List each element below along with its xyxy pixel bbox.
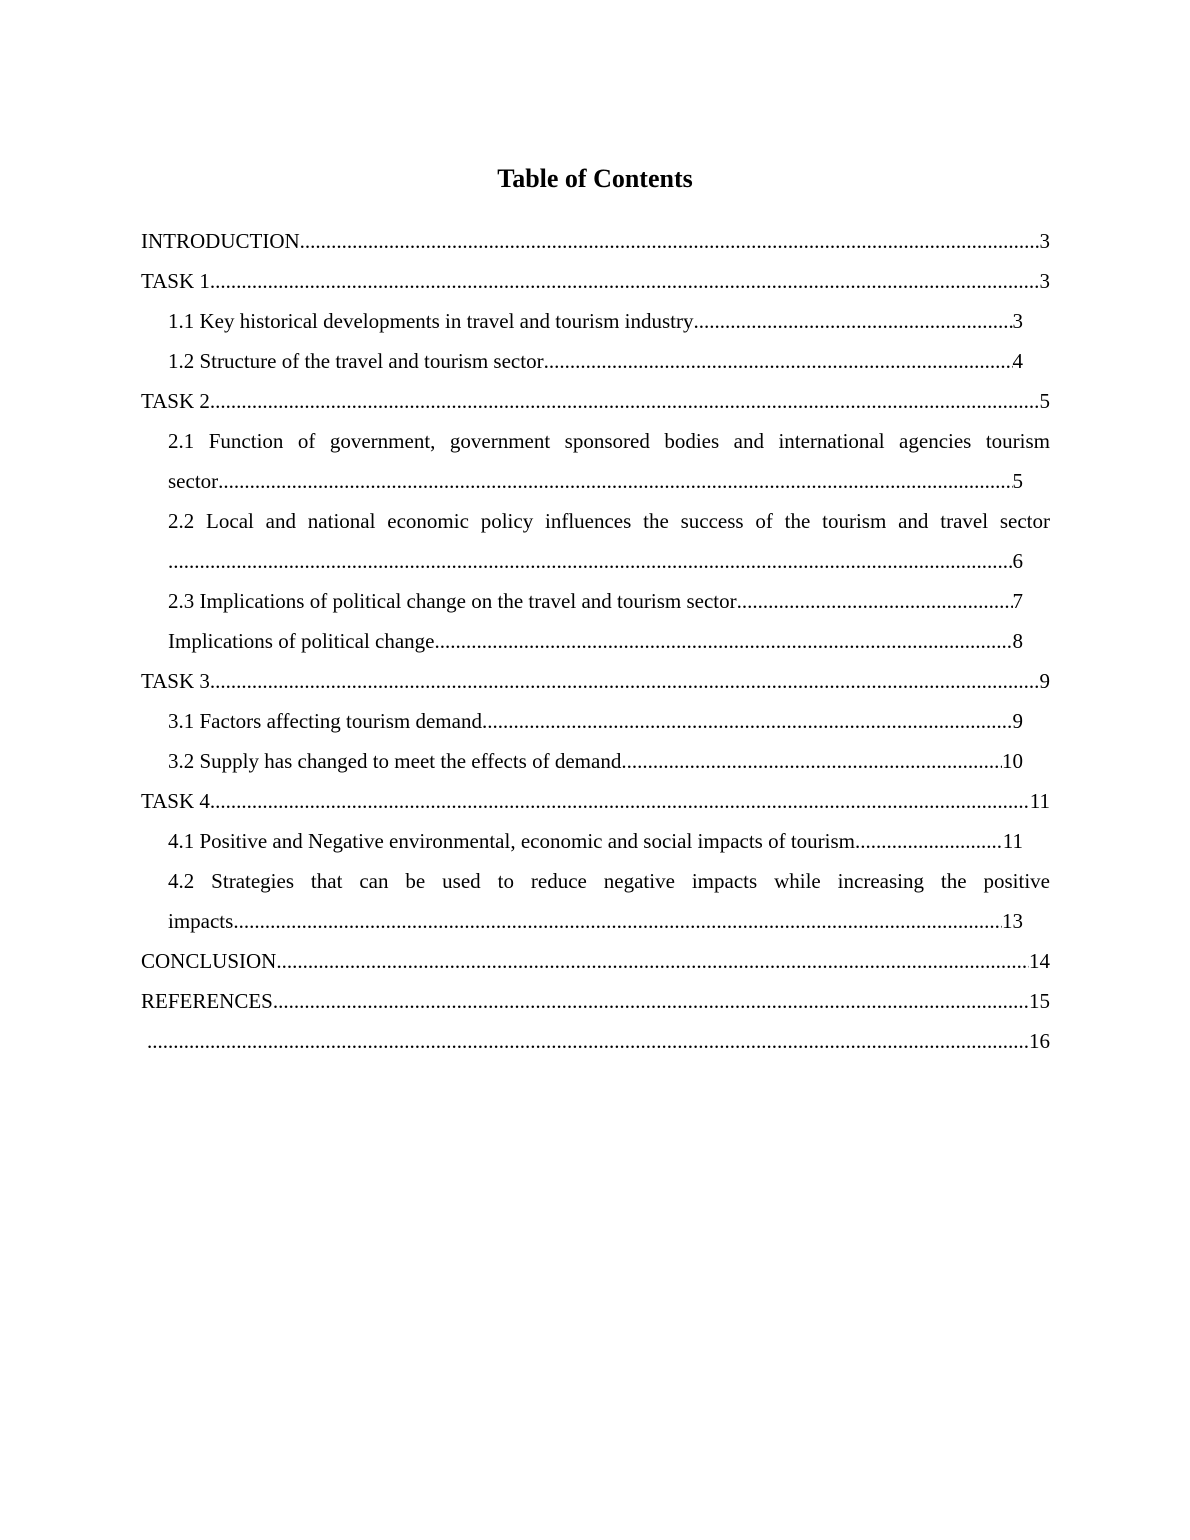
dot-leader <box>218 469 1012 494</box>
toc-subentry[interactable] <box>168 299 1023 339</box>
dot-leader <box>210 669 1040 694</box>
toc-entry[interactable] <box>141 939 1050 979</box>
toc-entry[interactable] <box>141 1019 1050 1059</box>
table-of-contents <box>141 219 1050 1059</box>
toc-entry-text: CONCLUSION <box>141 949 277 973</box>
toc-subentry[interactable] <box>168 579 1023 619</box>
toc-subentry[interactable] <box>168 699 1023 739</box>
toc-entry[interactable] <box>141 259 1050 299</box>
toc-entry-text: 3.1 Factors affecting tourism demand <box>168 709 482 733</box>
toc-page-number: 3 <box>1012 309 1023 333</box>
toc-entry-text-line1: 4.2 Strategies that can be used to reduce negative impacts while increasing the positive <box>168 869 1050 893</box>
toc-page-number: 3 <box>1039 269 1050 293</box>
toc-page-number: 16 <box>1029 1029 1050 1053</box>
toc-entry-text: 2.3 Implications of political change on the travel and tourism sector <box>168 589 737 613</box>
toc-entry-text-line1: 2.1 Function of government, government sponsored bodies and international agencies tourism <box>168 429 1050 453</box>
toc-page-number: 7 <box>1012 589 1023 613</box>
dot-leader <box>276 949 1029 974</box>
toc-entry-text: TASK 1 <box>141 269 210 293</box>
toc-entry[interactable] <box>141 779 1050 819</box>
toc-page-number: 3 <box>1039 229 1050 253</box>
toc-subentry[interactable] <box>168 899 1023 939</box>
toc-page-number: 5 <box>1039 389 1050 413</box>
dot-leader <box>435 629 1013 654</box>
dot-leader <box>168 549 1013 574</box>
toc-page-number: 9 <box>1012 709 1023 733</box>
toc-entry-text: impacts <box>168 909 234 933</box>
toc-entry-text: TASK 3 <box>141 669 210 693</box>
toc-page-number: 4 <box>1012 349 1023 373</box>
toc-entry-text: Implications of political change <box>168 629 435 653</box>
dot-leader <box>544 349 1013 374</box>
toc-page-number: 5 <box>1012 469 1023 493</box>
dot-leader <box>210 269 1040 294</box>
dot-leader <box>300 229 1040 254</box>
dot-leader <box>482 709 1013 734</box>
dot-leader <box>233 909 1002 934</box>
toc-page-number: 11 <box>1029 789 1050 813</box>
toc-entry-text: sector <box>168 469 219 493</box>
toc-page-number: 10 <box>1002 749 1023 773</box>
dot-leader <box>693 309 1012 334</box>
toc-subentry-line1[interactable] <box>168 419 1050 459</box>
toc-entry[interactable] <box>141 979 1050 1019</box>
toc-subentry[interactable] <box>168 819 1023 859</box>
toc-entry-text: INTRODUCTION <box>141 229 300 253</box>
toc-entry-text: 4.1 Positive and Negative environmental, economic and social impacts of tourism <box>168 829 856 853</box>
toc-subentry[interactable] <box>168 739 1023 779</box>
toc-page-number: 9 <box>1039 669 1050 693</box>
dot-leader <box>621 749 1002 774</box>
toc-page-number: 11 <box>1002 829 1023 853</box>
toc-entry-text: REFERENCES <box>141 989 273 1013</box>
toc-entry[interactable] <box>141 219 1050 259</box>
toc-subentry[interactable] <box>168 539 1023 579</box>
dot-leader <box>141 1029 1029 1054</box>
toc-page-number: 6 <box>1012 549 1023 573</box>
toc-entry-text: 1.2 Structure of the travel and tourism sector <box>168 349 544 373</box>
toc-title: Table of Contents <box>497 164 693 193</box>
toc-subentry[interactable] <box>168 459 1023 499</box>
toc-subentry-line1[interactable] <box>168 859 1050 899</box>
toc-page-number: 13 <box>1002 909 1023 933</box>
toc-entry-text: 3.2 Supply has changed to meet the effects of demand <box>168 749 622 773</box>
toc-entry-text: TASK 2 <box>141 389 210 413</box>
toc-page-number: 8 <box>1012 629 1023 653</box>
toc-entry-text: 1.1 Key historical developments in travel and tourism industry <box>168 309 694 333</box>
toc-entry-text-line1: 2.2 Local and national economic policy influences the success of the tourism and travel sector <box>168 509 1050 533</box>
toc-subentry[interactable] <box>168 339 1023 379</box>
dot-leader <box>273 989 1029 1014</box>
toc-entry[interactable] <box>141 379 1050 419</box>
toc-subentry[interactable] <box>168 619 1023 659</box>
toc-subentry-line1[interactable] <box>168 499 1050 539</box>
toc-entry[interactable] <box>141 659 1050 699</box>
toc-entry-text: TASK 4 <box>141 789 210 813</box>
dot-leader <box>210 789 1030 814</box>
dot-leader <box>855 829 1003 854</box>
dot-leader <box>737 589 1013 614</box>
dot-leader <box>210 389 1040 414</box>
toc-page-number: 14 <box>1029 949 1050 973</box>
toc-page-number: 15 <box>1029 989 1050 1013</box>
